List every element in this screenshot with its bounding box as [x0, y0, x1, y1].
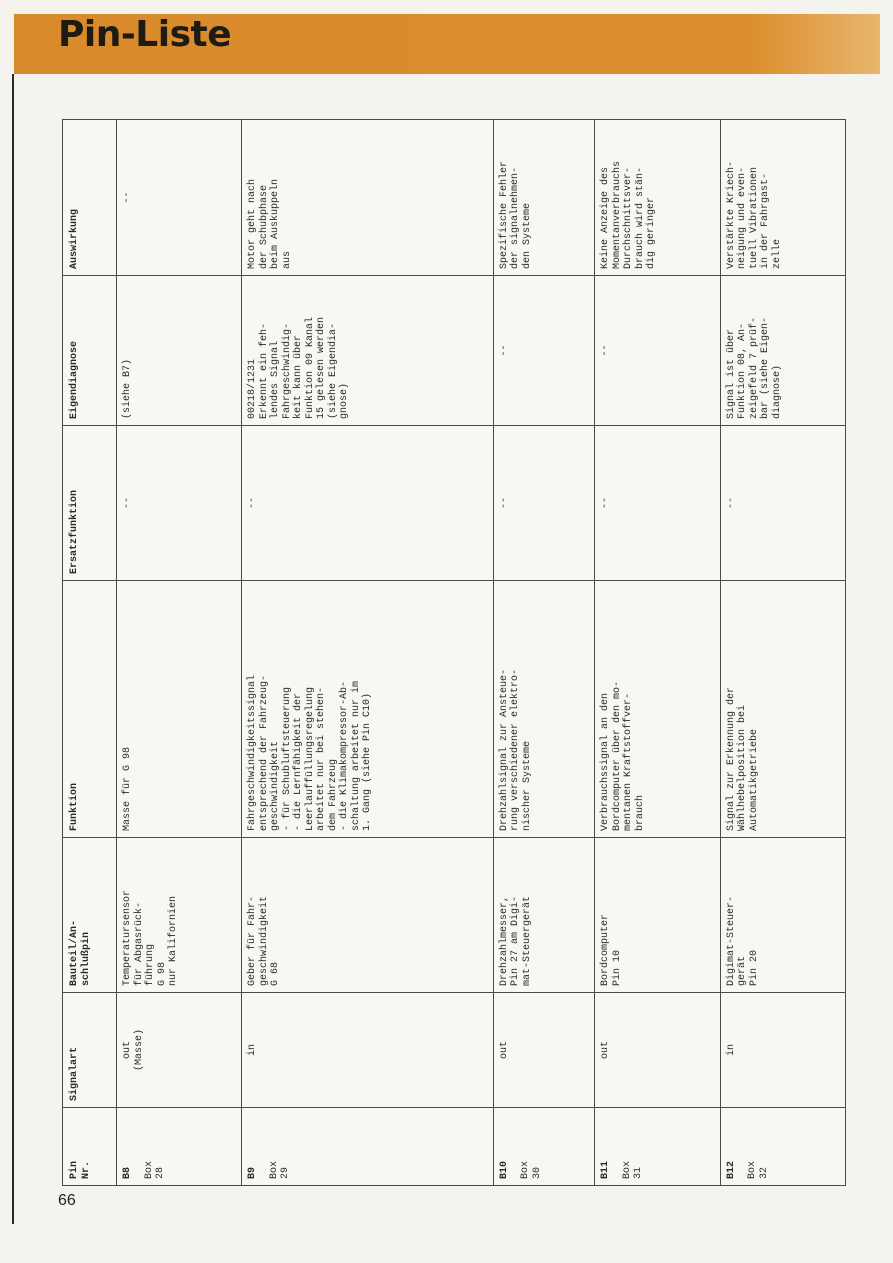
- table-row: [242, 120, 494, 1186]
- header-diagnosis: Eigendiagnose: [63, 276, 117, 426]
- pin-number: B11: [600, 1160, 612, 1179]
- signal-cell: out: [493, 993, 595, 1108]
- component-cell: Digimat-Steuer- gerät Pin 20: [720, 838, 845, 993]
- function-cell: Signal zur Erkennung der Wählhebelposition bei Automatikgetriebe: [720, 581, 845, 838]
- header-signal: Signalart: [63, 993, 117, 1108]
- diagnosis-cell: 00218/1231 Erkennt ein feh- lendes Signal Fahrgeschwindig- keit kann über Funktion 09 Kanal 15 gelesen werden (siehe Eigendia- gnose): [242, 276, 494, 426]
- table-row: [595, 120, 720, 1186]
- page-spine-line: [12, 74, 14, 1224]
- pin-cell: [117, 1108, 242, 1186]
- substitute-cell: --: [242, 426, 494, 581]
- table-row: [720, 120, 845, 1186]
- effect-cell: Motor geht nach der Schubphase beim Auskuppeln aus: [242, 120, 494, 276]
- pin-box: Box 29: [268, 1160, 292, 1179]
- substitute-cell: --: [595, 426, 720, 581]
- effect-cell: Verstärkte Kriech- neigung und even- tuell Vibrationen in der Fahrgast- zelle: [720, 120, 845, 276]
- pin-cell: [720, 1108, 845, 1186]
- function-cell: Fahrgeschwindigkeitssignal entsprechend der Fahrzeug- geschwindigkeit - für Schubluftsteuerung - die Lernfähigkeit der Leerlauffüllungsregelung arbeitet nur bei stehen- dem Fahrzeug - die Klimakompressor-Ab- schaltung arbeitet nur im 1. Gang (siehe Pin C10): [242, 581, 494, 838]
- header-substitute: Ersatzfunktion: [63, 426, 117, 581]
- pin-number: B9: [247, 1166, 259, 1179]
- pin-cell: [242, 1108, 494, 1186]
- substitute-cell: --: [117, 426, 242, 581]
- pin-table-container: [62, 120, 846, 1186]
- component-cell: Temperatursensor für Abgasrück- führung G 98 nur Kalifornien: [117, 838, 242, 993]
- header-function: Funktion: [63, 581, 117, 838]
- pin-box: Box 28: [143, 1160, 166, 1179]
- pin-number: B12: [725, 1160, 737, 1179]
- table-row: [493, 120, 595, 1186]
- diagnosis-cell: --: [493, 276, 595, 426]
- diagnosis-cell: (siehe B7): [117, 276, 242, 426]
- header-component: Bauteil/An- schlußpin: [63, 838, 117, 993]
- function-cell: Masse für G 98: [117, 581, 242, 838]
- pin-cell: [493, 1108, 595, 1186]
- pin-number: B8: [122, 1166, 133, 1179]
- component-cell: Bordcomputer Pin 10: [595, 838, 720, 993]
- table-header-row: [63, 120, 117, 1186]
- page-title: Pin-Liste: [58, 14, 232, 55]
- table-row: [117, 120, 242, 1186]
- pin-box: Box 32: [747, 1160, 770, 1179]
- diagnosis-cell: Signal ist über Funktion 08, An- zeigefeld 7 prüf- bar (siehe Eigen- diagnose): [720, 276, 845, 426]
- header-pin: Pin Nr.: [63, 1108, 117, 1186]
- pin-table: [62, 119, 846, 1186]
- pin-box: Box 30: [520, 1160, 543, 1179]
- component-cell: Drehzahlmesser, Pin 27 am Digi- mat-Steuergerät: [493, 838, 595, 993]
- effect-cell: Keine Anzeige des Momentanverbrauchs Durchschnittsver- brauch wird stän- dig geringer: [595, 120, 720, 276]
- signal-cell: out (Masse): [117, 993, 242, 1108]
- function-cell: Verbrauchssignal an den Bordcomputer über den mo- mentanen Kraftstoffver- brauch: [595, 581, 720, 838]
- signal-cell: in: [242, 993, 494, 1108]
- diagnosis-cell: --: [595, 276, 720, 426]
- effect-cell: --: [117, 120, 242, 276]
- substitute-cell: --: [720, 426, 845, 581]
- effect-cell: Spezifische Fehler der signalnehmen- den Systeme: [493, 120, 595, 276]
- substitute-cell: --: [493, 426, 595, 581]
- pin-box: Box 31: [621, 1160, 645, 1179]
- component-cell: Geber für Fahr- geschwindigkeit G 68: [242, 838, 494, 993]
- pin-number: B10: [498, 1160, 510, 1179]
- signal-cell: out: [595, 993, 720, 1108]
- page-number: 66: [58, 1192, 76, 1209]
- signal-cell: in: [720, 993, 845, 1108]
- pin-cell: [595, 1108, 720, 1186]
- function-cell: Drehzahlsignal zur Ansteue- rung verschiedener elektro- nischer Systeme: [493, 581, 595, 838]
- header-effect: Auswirkung: [63, 120, 117, 276]
